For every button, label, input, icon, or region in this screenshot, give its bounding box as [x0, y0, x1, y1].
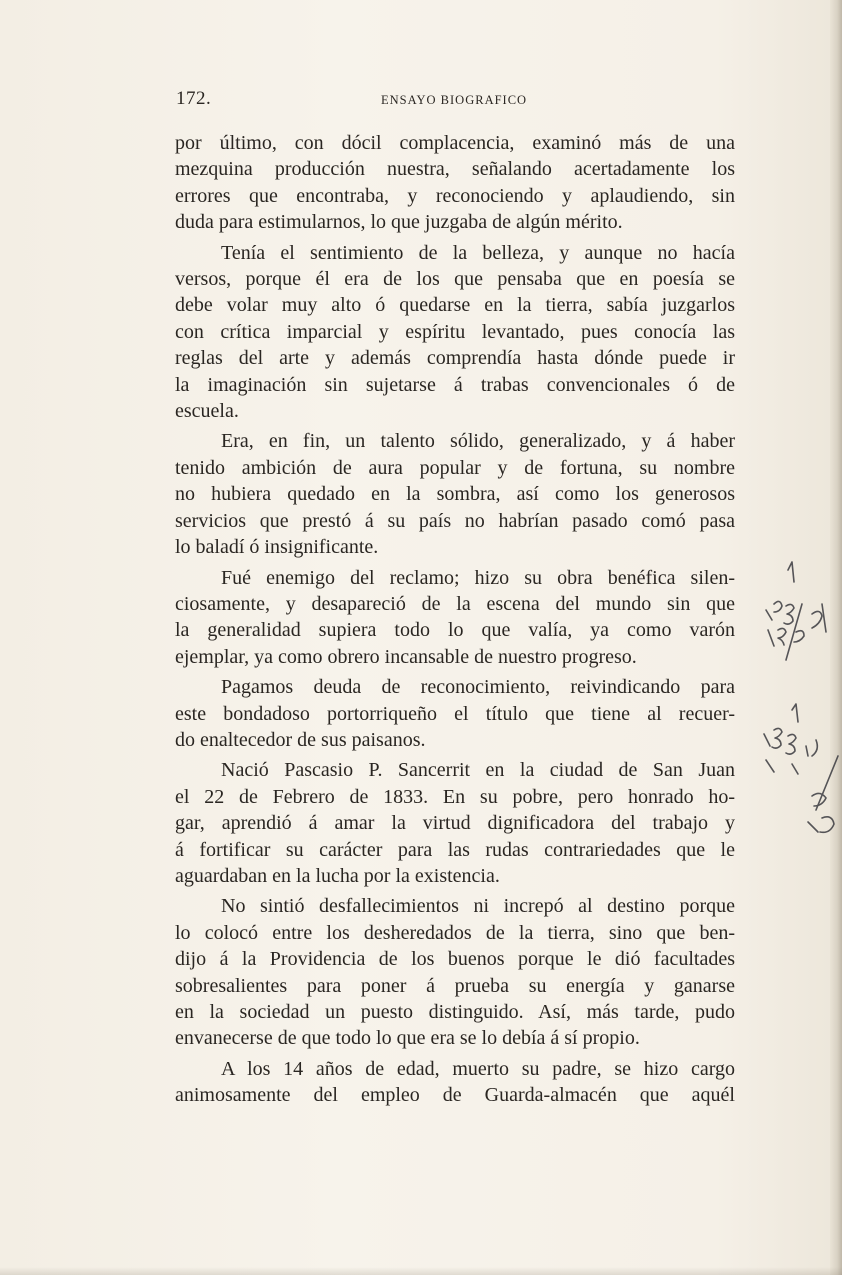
- text-line: sobresalientes para poner á prueba su energía y ganarse: [175, 974, 735, 997]
- text-line: envanecerse de que todo lo que era se lo debía á sí propio.: [175, 1027, 640, 1050]
- text-line: lo baladí ó insignificante.: [175, 536, 379, 559]
- page-header: [176, 88, 736, 112]
- text-line: el 22 de Febrero de 1833. En su pobre, pero honrado ho-: [175, 785, 735, 808]
- text-line: aguardaban en la lucha por la existencia.: [175, 864, 500, 887]
- text-line: A los 14 años de edad, muerto su padre, se hizo cargo: [221, 1057, 735, 1080]
- text-line: Pagamos deuda de reconocimiento, reivindicando para: [221, 676, 735, 699]
- text-line: tenido ambición de aura popular y de fortuna, su nombre: [175, 456, 735, 479]
- text-line: versos, porque él era de los que pensaba que en poesía se: [175, 268, 735, 291]
- text-line: dijo á la Providencia de los buenos porque le dió facultades: [175, 948, 735, 971]
- paragraph: [175, 130, 735, 236]
- text-line: duda para estimularnos, lo que juzgaba de algún mérito.: [175, 211, 623, 234]
- paragraph: [175, 565, 735, 671]
- text-line: Tenía el sentimiento de la belleza, y aunque no hacía: [221, 241, 735, 264]
- text-line: ciosamente, y desapareció de la escena del mundo sin que: [175, 592, 735, 615]
- paragraph: [175, 893, 735, 1051]
- paragraph: [175, 240, 735, 425]
- text-line: Fué enemigo del reclamo; hizo su obra benéfica silen-: [221, 566, 735, 589]
- page-number: 172.: [176, 88, 212, 109]
- paragraph: [175, 1056, 735, 1109]
- text-line: debe volar muy alto ó quedarse en la tierra, sabía juzgarlos: [175, 294, 735, 317]
- text-line: escuela.: [175, 400, 239, 423]
- text-line: en la sociedad un puesto distinguido. Así, más tarde, pudo: [175, 1001, 735, 1023]
- text-line: por último, con dócil complacencia, examinó más de una: [175, 132, 735, 154]
- text-line: servicios que prestó á su país no habrían pasado comó pasa: [175, 509, 735, 532]
- text-line: do enaltecedor de sus paisanos.: [175, 728, 426, 751]
- body-text: [175, 130, 735, 1109]
- text-line: con crítica imparcial y espíritu levantado, pues conocía las: [175, 320, 735, 343]
- text-line: Nació Pascasio P. Sancerrit en la ciudad de San Juan: [221, 759, 735, 782]
- page-bottom-shadow: [0, 1267, 842, 1275]
- text-line: ejemplar, ya como obrero incansable de nuestro progreso.: [175, 645, 637, 668]
- running-head: ENSAYO BIOGRAFICO: [381, 93, 528, 107]
- text-line: no hubiera quedado en la sombra, así como los generosos: [175, 483, 735, 506]
- text-line: este bondadoso portorriqueño el título que tiene al recuer-: [175, 702, 735, 725]
- text-line: animosamente del empleo de Guarda-almacén que aquél: [175, 1084, 735, 1107]
- handwritten-marginalia: [752, 560, 842, 860]
- paragraph: [175, 757, 735, 889]
- text-line: gar, aprendió á amar la virtud dignificadora del trabajo y: [175, 812, 735, 835]
- text-line: la imaginación sin sujetarse á trabas convencionales ó de: [175, 373, 735, 396]
- paragraph: [175, 428, 735, 560]
- text-line: errores que encontraba, y reconociendo y aplaudiendo, sin: [175, 184, 735, 207]
- text-line: No sintió desfallecimientos ni increpó al destino porque: [221, 895, 735, 918]
- text-line: lo colocó entre los desheredados de la tierra, sino que ben-: [175, 921, 735, 944]
- text-line: Era, en fin, un talento sólido, generalizado, y á haber: [221, 430, 735, 453]
- text-line: mezquina producción nuestra, señalando acertadamente los: [175, 158, 735, 181]
- text-line: la generalidad supiera todo lo que valía, ya como varón: [175, 619, 735, 642]
- paragraph: [175, 674, 735, 753]
- text-line: reglas del arte y además comprendía hasta dónde puede ir: [175, 347, 735, 370]
- text-line: á fortificar su carácter para las rudas contrariedades que le: [175, 838, 735, 861]
